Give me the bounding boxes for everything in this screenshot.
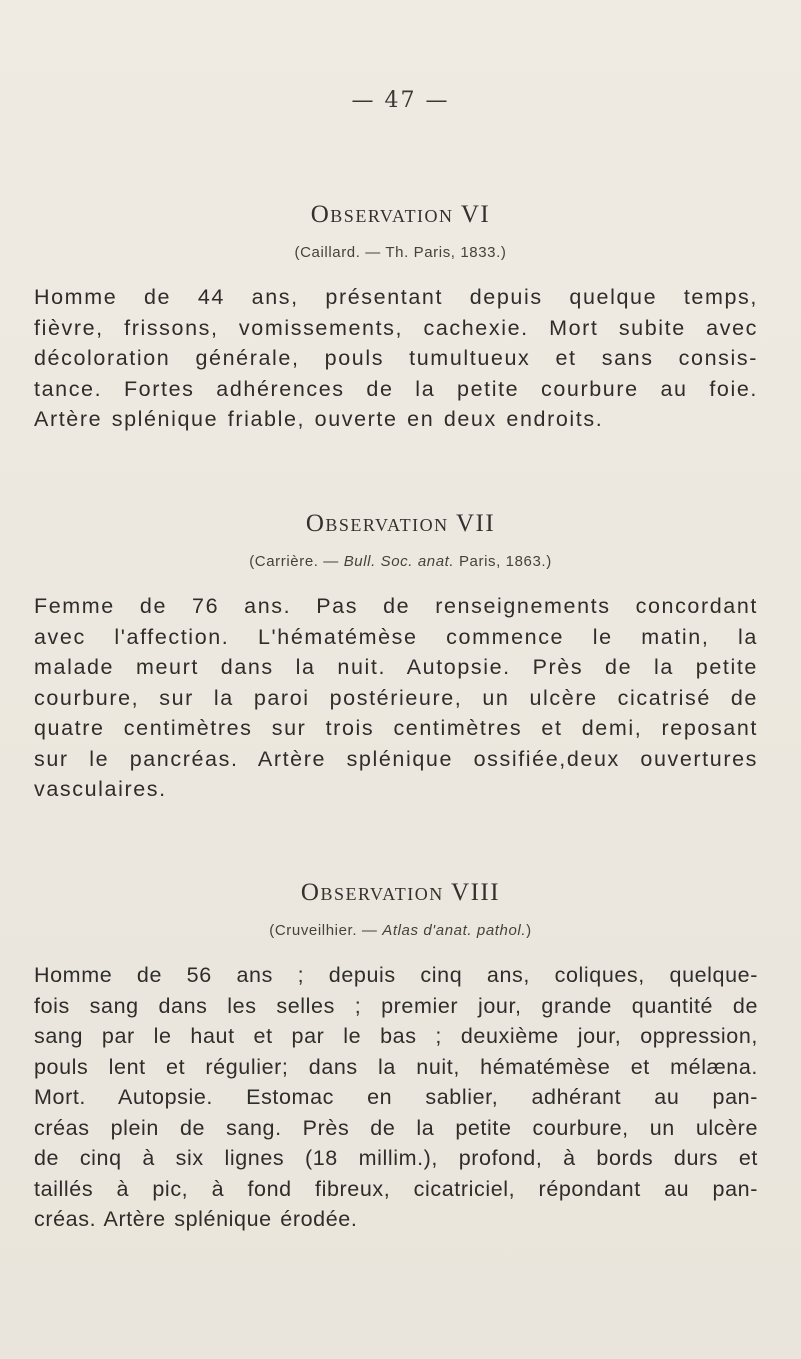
text-line: taillés à pic, à fond fibreux, cicatriciel, répondant au pan- [34, 1176, 758, 1201]
source-reference-tail: Paris, 1863.) [454, 553, 552, 570]
text-line: Femme de 76 ans. Pas de renseignements concordant [34, 594, 758, 618]
text-line: créas plein de sang. Près de la petite courbure, un ulcère [34, 1115, 758, 1140]
observation-vi-title: Observation VI [310, 201, 491, 228]
text-line: sang par le haut et par le bas ; deuxième jour, oppression, [34, 1024, 758, 1048]
source-reference: Atlas d'anat. pathol. [382, 922, 527, 939]
text-line: sur le pancréas. Artère splénique ossifiée,deux ouvertures [34, 746, 758, 771]
observation-vii-text [34, 591, 758, 805]
text-line: vasculaires. [34, 777, 167, 801]
text-line: courbure, sur la paroi postérieure, un ulcère cicatrisé de [34, 685, 758, 710]
source-reference: Bull. Soc. anat. [343, 553, 455, 570]
source-reference-tail: ) [526, 922, 532, 939]
text-line: Artère splénique friable, ouverte en deux endroits. [34, 407, 604, 431]
text-line: pouls lent et régulier; dans la nuit, hématémèse et mélæna. [34, 1054, 758, 1079]
observation-vi-text [34, 282, 758, 435]
observation-viii-text [34, 960, 758, 1235]
text-line: Homme de 56 ans ; depuis cinq ans, coliques, quelque- [34, 963, 758, 987]
text-line: Homme de 44 ans, présentant depuis quelque temps, [34, 285, 758, 309]
source-author: (Carrière. — [249, 553, 344, 570]
source-author: (Cruveilhier. — [269, 922, 383, 939]
source-author: (Caillard. — [294, 244, 386, 261]
page-number: — 47 — [351, 88, 450, 113]
text-line: quatre centimètres sur trois centimètres et demi, reposant [34, 716, 758, 740]
text-line: Mort. Autopsie. Estomac en sablier, adhérant au pan- [34, 1085, 758, 1109]
text-line: malade meurt dans la nuit. Autopsie. Près de la petite [34, 655, 758, 679]
text-line: avec l'affection. L'hématémèse commence le matin, la [34, 624, 758, 649]
text-line: créas. Artère splénique érodée. [34, 1207, 358, 1231]
observation-viii-title: Observation VIII [300, 879, 501, 906]
observation-viii-source [0, 922, 801, 939]
observation-vii-title: Observation VII [305, 510, 496, 537]
observation-vii-source [0, 553, 801, 570]
text-line: fois sang dans les selles ; premier jour, grande quantité de [34, 993, 758, 1018]
text-line: de cinq à six lignes (18 millim.), profond, à bords durs et [34, 1146, 758, 1170]
observation-vi-source [0, 244, 801, 261]
source-reference: Th. Paris, 1833.) [385, 244, 507, 261]
text-line: fièvre, frissons, vomissements, cachexie. Mort subite avec [34, 315, 758, 340]
text-line: tance. Fortes adhérences de la petite courbure au foie. [34, 376, 758, 401]
text-line: décoloration générale, pouls tumultueux et sans consis- [34, 346, 758, 370]
